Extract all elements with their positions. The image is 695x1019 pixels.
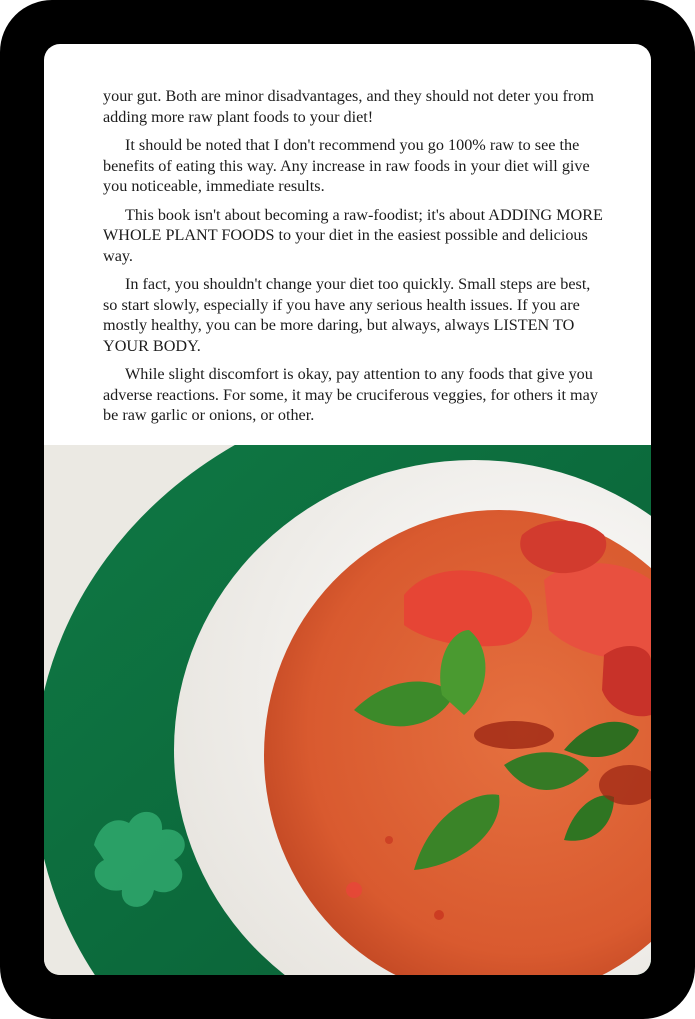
paprika-dust [474, 721, 554, 749]
body-text [103, 86, 603, 434]
paragraph-2: It should be noted that I don't recommend you go 100% raw to see the benefits of eating this way. Any increase in raw foods in your diet will give you noticeable, immediate results. [103, 136, 590, 195]
paragraph-5: While slight discomfort is okay, pay attention to any foods that give you adverse reactions. For some, it may be cruciferous veggies, for others it may be raw garlic or onions, or other. [103, 365, 598, 424]
paragraph-1: your gut. Both are minor disadvantages, and they should not deter you from adding more raw plant foods to your diet! [103, 87, 594, 126]
ebook-page[interactable] [44, 44, 651, 975]
soup-illustration [44, 445, 651, 975]
gazpacho-photo [44, 445, 651, 975]
paragraph-4: In fact, you shouldn't change your diet too quickly. Small steps are best, so start slowly, especially if you have any serious health issues. If you are mostly healthy, you can be more daring, but always, always LISTEN TO YOUR BODY. [103, 275, 591, 355]
paragraph-3: This book isn't about becoming a raw-foodist; it's about ADDING MORE WHOLE PLANT FOODS to your diet in the easiest possible and delicious way. [103, 205, 603, 265]
